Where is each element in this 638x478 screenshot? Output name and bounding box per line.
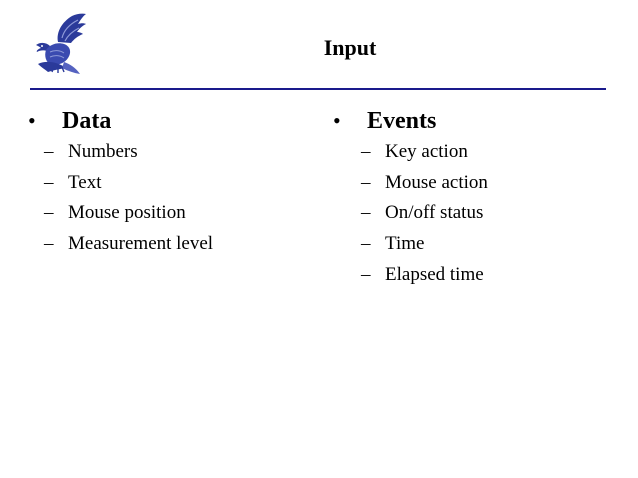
dash-icon: – <box>361 233 371 255</box>
sub-list-events <box>333 140 623 293</box>
list-item <box>333 263 623 294</box>
column-events <box>333 106 623 293</box>
sub-list-data <box>28 140 298 263</box>
list-item <box>28 201 298 232</box>
title-divider <box>30 88 606 90</box>
list-item <box>28 232 298 263</box>
list-item <box>333 171 623 202</box>
list-item <box>28 140 298 171</box>
dash-icon: – <box>44 233 54 255</box>
dash-icon: – <box>361 141 371 162</box>
list-item-text: Elapsed time <box>385 263 484 285</box>
list-item <box>333 201 623 232</box>
dash-icon: – <box>361 202 371 224</box>
bullet-heading-data <box>28 106 298 140</box>
list-item <box>333 140 623 171</box>
dash-icon: – <box>44 141 54 162</box>
bullet-heading-label: Data <box>62 108 112 134</box>
dash-icon: – <box>44 202 54 224</box>
list-item <box>333 232 623 263</box>
list-item-text: Mouse position <box>68 202 186 224</box>
list-item <box>28 171 298 202</box>
list-item-text: On/off status <box>385 202 484 224</box>
list-item-text: Text <box>68 171 102 193</box>
list-item-text: Time <box>385 233 425 255</box>
list-item-text: Key action <box>385 141 468 162</box>
list-item-text: Mouse action <box>385 171 488 193</box>
dash-icon: – <box>361 263 371 285</box>
bullet-icon: • <box>28 108 36 133</box>
list-item-text: Numbers <box>68 141 138 162</box>
slide-title: Input <box>323 35 377 60</box>
bullet-icon: • <box>333 108 341 133</box>
dash-icon: – <box>361 171 371 193</box>
column-data <box>28 106 298 263</box>
bullet-heading-label: Events <box>367 108 437 134</box>
dash-icon: – <box>44 171 54 193</box>
bullet-heading-events <box>333 106 623 140</box>
list-item-text: Measurement level <box>68 233 214 255</box>
